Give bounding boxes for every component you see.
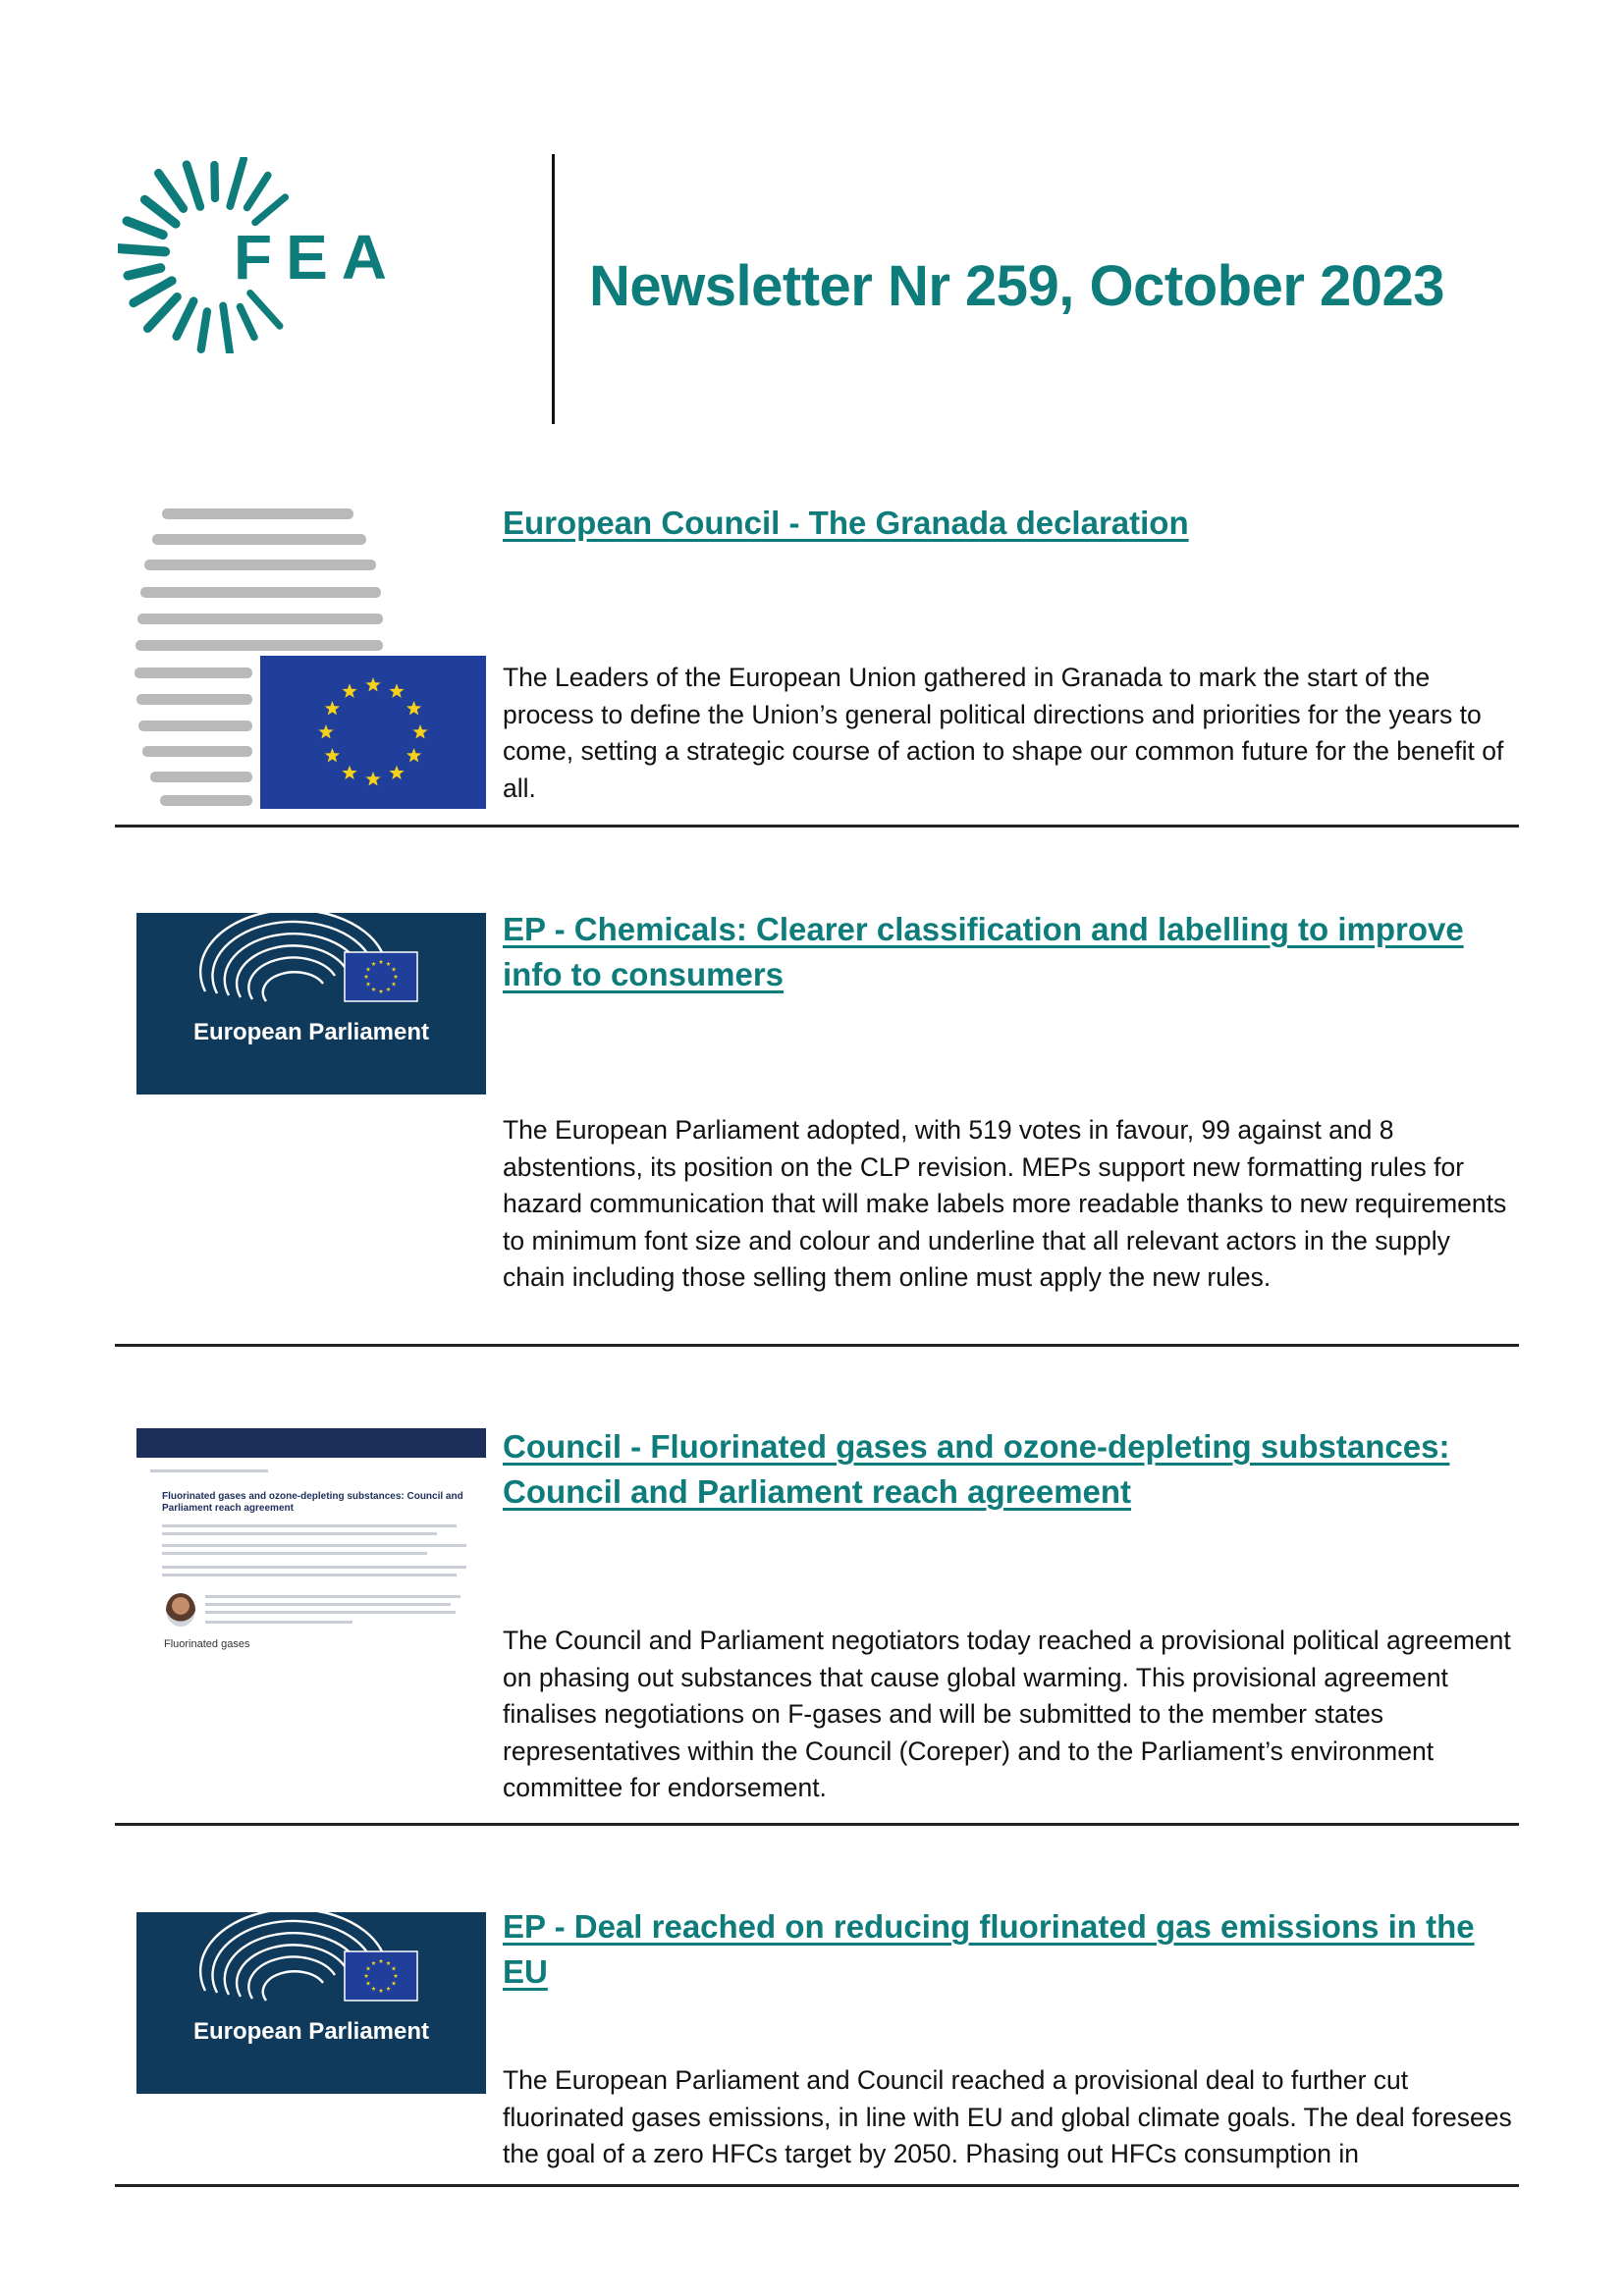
sunburst-ray: [145, 199, 177, 224]
article-divider: [115, 2184, 1519, 2187]
sunburst-ray: [187, 165, 200, 207]
sunburst-ray: [250, 294, 280, 327]
council-press-release-screenshot: [136, 1428, 486, 1674]
sunburst-ray: [247, 176, 268, 208]
sunburst-ray: [255, 197, 286, 223]
ep-banner-label: European Parliament: [192, 2018, 430, 2045]
fea-sunburst-icon: [118, 157, 442, 353]
eu-flag-icon: [345, 952, 417, 1001]
sunburst-ray: [159, 173, 184, 208]
sunburst-ray: [128, 268, 160, 276]
article-1-body: The Leaders of the European Union gathered in Granada to mark the start of the process to define the Union’s general political directions and priorities for the years to come, setting a strategic course of action to shape our common future for the benefit of all.: [503, 663, 1504, 803]
sunburst-ray: [230, 159, 244, 206]
sunburst-ray: [201, 311, 207, 349]
article-3-body: The Council and Parliament negotiators today reached a provisional political agreement on phasing out substances that cause global warming. This provisional agreement finalises negotiations on F-gases and will be submitted to the member states representatives within the Council (Coreper) and to the Parliament’s environment committee for endorsement.: [503, 1626, 1511, 1802]
sunburst-ray: [177, 301, 194, 337]
logo-text: FEA: [234, 222, 401, 293]
header-divider: [552, 154, 555, 424]
screenshot-nav-bar: [136, 1428, 486, 1458]
sunburst-ray: [147, 296, 177, 328]
article-2-title[interactable]: EP - Chemicals: Clearer classification and labelling to improve info to consumers: [503, 911, 1464, 992]
screenshot-caption: Fluorinated gases: [164, 1638, 250, 1650]
screenshot-heading: Fluorinated gases and ozone-depleting substances: Council and Parliament reach agreement: [162, 1491, 463, 1514]
european-council-logo: [133, 501, 486, 809]
article-divider: [115, 1344, 1519, 1347]
minister-portrait: [166, 1593, 195, 1627]
sunburst-ray: [214, 165, 215, 198]
european-parliament-banner: [136, 913, 486, 1095]
newsletter-title: Newsletter Nr 259, October 2023: [589, 254, 1445, 318]
ep-banner-label: European Parliament: [192, 1019, 430, 1045]
sunburst-ray: [118, 248, 165, 252]
eu-flag-icon: [345, 1951, 417, 2001]
article-4-body: The European Parliament and Council reached a provisional deal to further cut fluorinated gases emissions, in line with EU and global climate goals. The deal foresees the goal of a zero HFCs target by 2050. Phasing out HFCs consumption in: [503, 2065, 1512, 2168]
sunburst-ray: [241, 307, 254, 338]
sunburst-ray: [134, 281, 172, 303]
article-2-body: The European Parliament adopted, with 519 votes in favour, 99 against and 8 abstentions, its position on the CLP revision. MEPs support new formatting rules for hazard communication that will make labels more readable thanks to new requirements to minimum font size and colour and underline that all relevant actors in the supply chain including those selling them online must apply the new rules.: [503, 1115, 1507, 1292]
article-divider: [115, 825, 1519, 828]
article-4-title[interactable]: EP - Deal reached on reducing fluorinated gas emissions in the EU: [503, 1908, 1475, 1990]
article-1-title[interactable]: European Council - The Granada declaration: [503, 505, 1189, 541]
article-3-title[interactable]: Council - Fluorinated gases and ozone-depleting substances: Council and Parliament reach agreement: [503, 1428, 1450, 1510]
sunburst-ray: [223, 306, 230, 354]
fea-logo: [118, 157, 442, 353]
european-parliament-banner: [136, 1912, 486, 2094]
article-divider: [115, 1823, 1519, 1826]
sunburst-ray: [127, 221, 163, 235]
